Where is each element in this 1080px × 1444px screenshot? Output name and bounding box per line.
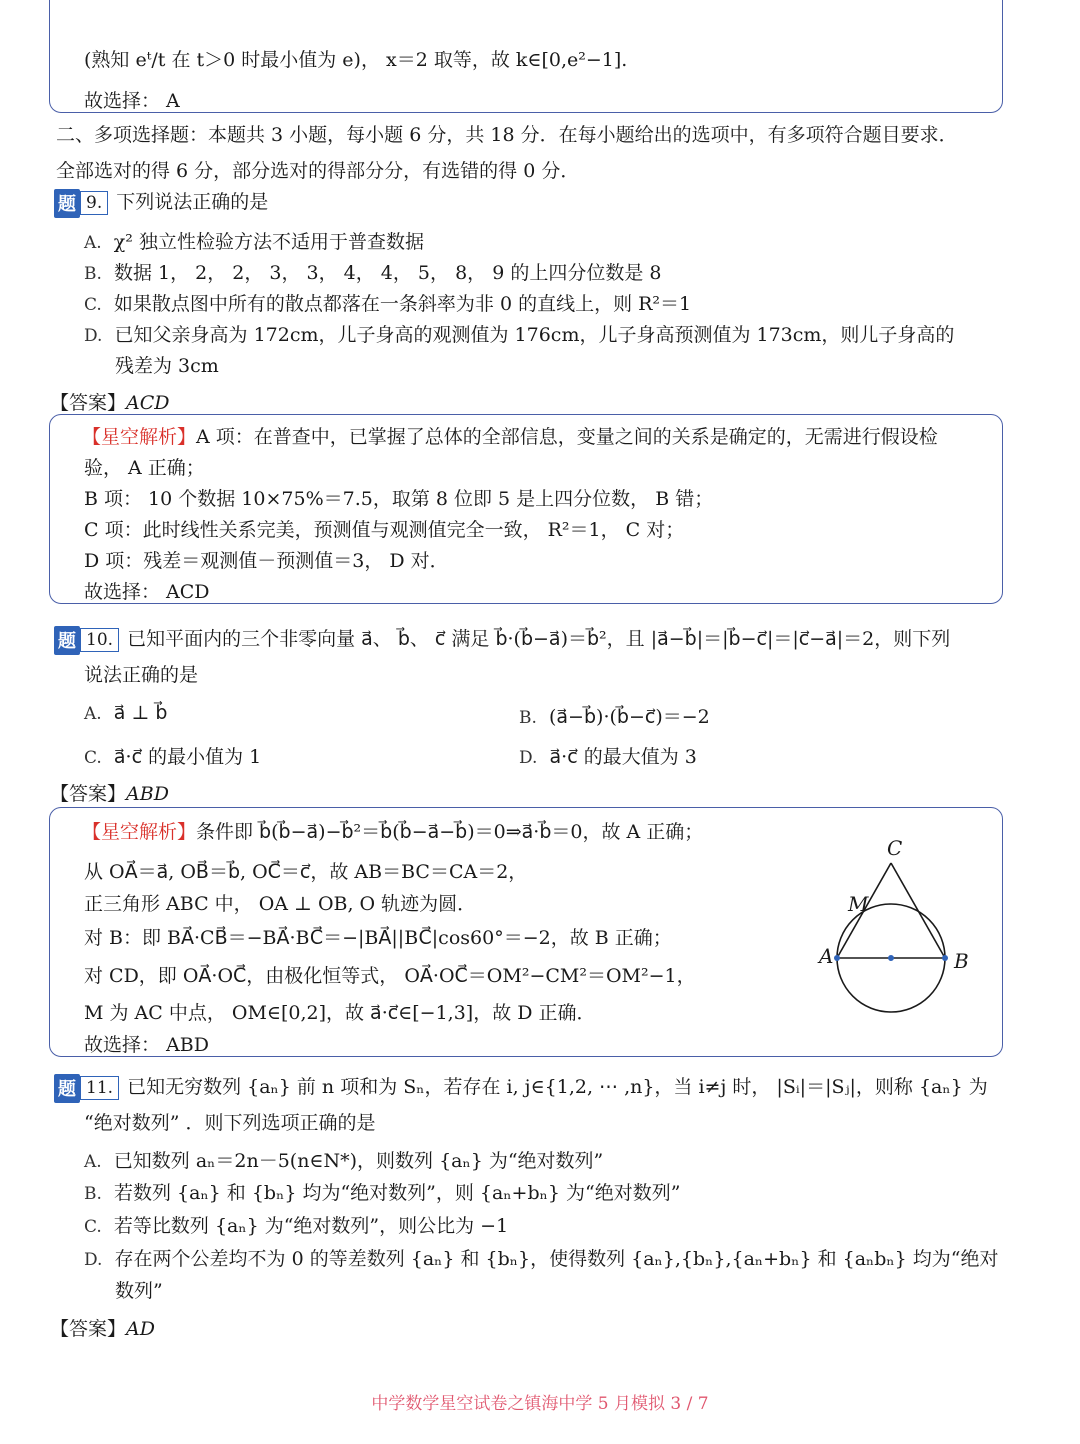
point-o [888,955,894,961]
option-text: 若等比数列 {aₙ} 为“绝对数列”，则公比为 −1 [113,1215,509,1237]
option-label: A. [84,704,102,724]
top-box-line2: 故选择： A [84,90,180,112]
q10-analysis-line3: 正三角形 ABC 中， OA ⊥ OB, O 轨迹为圆． [84,893,477,915]
q9-option-d [84,320,954,347]
label-b: B [954,949,969,973]
analysis-text: A 项：在普查中，已掌握了总体的全部信息，变量之间的关系是确定的，无需进行假设检 [196,426,938,448]
question-stem: 已知平面内的三个非零向量 a⃗、 b⃗、 c⃗ 满足 b⃗·(b⃗−a⃗)＝b⃗²，且 |a⃗−b⃗|＝|b⃗−c⃗|＝|c⃗−a⃗|＝2，则下列 [127,628,951,650]
option-text: 如果散点图中所有的散点都落在一条斜率为非 0 的直线上，则 R²＝1 [113,293,692,315]
q11-option-d [84,1244,998,1271]
option-label: A. [84,233,102,253]
option-text: χ² 独立性检验方法不适用于普查数据 [113,231,424,253]
option-label: C. [84,748,102,768]
q10-answer [50,779,169,806]
answer-label: 【答案】 [50,783,127,805]
q9-analysis-line5: D 项：残差＝观测值－预测值＝3， D 对． [84,550,449,572]
option-text: a⃗·c⃗ 的最小值为 1 [113,746,262,768]
option-text: 已知父亲身高为 172cm，儿子身高的观测值为 176cm，儿子身高预测值为 173cm，则儿子身高的 [114,324,955,346]
page-footer: 中学数学星空试卷之镇海中学 5 月模拟 3 / 7 [371,1394,709,1414]
question-tag: 题 [54,189,80,218]
option-label: D. [84,326,103,346]
q9-option-b [84,258,661,285]
section-heading-line1: 二、多项选择题：本题共 3 小题，每小题 6 分，共 18 分．在每小题给出的选项中，有多项符合题目要求． [56,124,958,146]
question-tag: 题 [54,1074,80,1103]
q11-answer [50,1314,155,1341]
q9-analysis-line2: 验， A 正确； [84,457,205,479]
answer-label: 【答案】 [50,392,127,414]
q10-analysis-line1 [82,817,703,844]
answer-value: AD [126,1318,155,1340]
q11-option-b [84,1178,680,1205]
question-tag: 题 [54,626,80,655]
q10-analysis-line4: 对 B：即 BA⃗·CB⃗＝−BA⃗·BC⃗＝−|BA⃗||BC⃗|cos60°＝−2，故 B 正确； [84,927,672,949]
q10-option-c [84,742,261,769]
q9-answer [50,388,170,415]
q10-stem-cont: 说法正确的是 [84,664,199,686]
option-text: (a⃗−b⃗)·(b⃗−c⃗)＝−2 [549,706,710,728]
q10-option-d [519,742,697,769]
question-11-header [54,1072,988,1103]
option-text: a⃗ ⊥ b⃗ [113,702,168,724]
q9-analysis-line4: C 项：此时线性关系完美，预测值与观测值完全一致， R²＝1， C 对； [84,519,685,541]
q11-option-d-cont: 数列” [115,1280,163,1302]
q10-analysis-line6: M 为 AC 中点， OM∈[0,2]，故 a⃗·c⃗∈[−1,3]，故 D 正确． [84,1002,596,1024]
q9-analysis-line1 [82,422,938,449]
q10-analysis-line2: 从 OA⃗＝a⃗, OB⃗＝b⃗, OC⃗＝c⃗，故 AB＝BC＝CA＝2， [84,861,528,883]
answer-value: ACD [126,392,170,414]
question-number: 11. [80,1076,119,1100]
question-number: 9. [80,191,108,215]
answer-value: ABD [126,783,169,805]
section-heading-line2: 全部选对的得 6 分，部分选对的得部分分，有选错的得 0 分． [56,160,580,182]
q11-option-c [84,1211,508,1238]
option-label: D. [519,748,538,768]
point-a [834,955,840,961]
option-label: A. [84,1152,102,1172]
q11-option-a [84,1146,603,1173]
q10-analysis-line5: 对 CD，即 OA⃗·OC⃗，由极化恒等式， OA⃗·OC⃗＝OM²−CM²＝OM²−1， [84,965,696,987]
q10-option-a [84,702,167,724]
option-text: 已知数列 aₙ＝2n－5(n∈N*)，则数列 {aₙ} 为“绝对数列” [113,1150,604,1172]
option-label: C. [84,1217,102,1237]
q10-analysis-line7: 故选择： ABD [84,1034,209,1056]
option-text: a⃗·c⃗ 的最大值为 3 [549,746,697,768]
analysis-label: 【星空解析】 [82,821,197,843]
question-stem: 下列说法正确的是 [116,191,269,213]
answer-label: 【答案】 [50,1318,127,1340]
q9-analysis-line3: B 项： 10 个数据 10×75%＝7.5，取第 8 位即 5 是上四分位数， B 错； [84,488,714,510]
top-box-line1: (熟知 eᵗ/t 在 t＞0 时最小值为 e)， x＝2 取等，故 k∈[0,e²−1]. [84,49,628,71]
q9-option-a [84,227,424,254]
option-text: 数据 1， 2， 2， 3， 3， 4， 4， 5， 8， 9 的上四分位数是 8 [114,262,662,284]
option-label: B. [519,708,537,728]
option-text: 存在两个公差均不为 0 的等差数列 {aₙ} 和 {bₙ}，使得数列 {aₙ},{bₙ},{aₙ+bₙ} 和 {aₙbₙ} 均为“绝对 [114,1248,999,1270]
analysis-label: 【星空解析】 [82,426,197,448]
point-b [942,955,948,961]
option-label: D. [84,1250,103,1270]
triangle-circle-figure [810,835,980,1020]
question-10-header [54,624,950,655]
q10-option-b [519,702,710,729]
label-c: C [887,836,903,860]
q9-analysis-line6: 故选择： ACD [84,581,210,603]
question-9-header [54,187,268,218]
question-number: 10. [80,628,119,652]
option-text: 若数列 {aₙ} 和 {bₙ} 均为“绝对数列”，则 {aₙ+bₙ} 为“绝对数列” [114,1182,681,1204]
label-a: A [819,944,834,968]
q9-option-d-cont: 残差为 3cm [115,355,219,377]
q11-stem-cont: “绝对数列” ．则下列选项正确的是 [84,1112,376,1134]
q9-option-c [84,289,691,316]
question-stem: 已知无穷数列 {aₙ} 前 n 项和为 Sₙ，若存在 i, j∈{1,2, ⋯ ,n}，当 i≠j 时， |Sᵢ|＝|Sⱼ|，则称 {aₙ} 为 [127,1076,988,1098]
option-label: B. [84,1184,102,1204]
label-m: M [848,892,869,916]
option-label: B. [84,264,102,284]
option-label: C. [84,295,102,315]
analysis-text: 条件即 b⃗(b⃗−a⃗)−b⃗²＝b⃗(b⃗−a⃗−b⃗)＝0⇒a⃗·b⃗＝0，故 A 正确； [196,821,704,843]
segment-bc [891,863,945,958]
